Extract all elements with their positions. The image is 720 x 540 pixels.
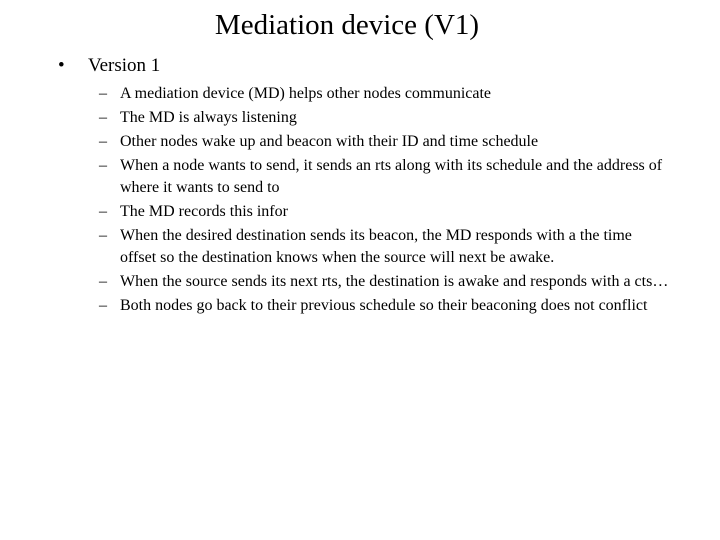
dash-marker: – — [99, 273, 107, 290]
sub-bullet-text: When a node wants to send, it sends an rts along with its schedule and the address of where it wants to send to — [120, 157, 663, 196]
bullet-version-1 — [0, 54, 720, 77]
bullet-marker: • — [58, 55, 65, 76]
sub-bullet-item — [0, 271, 720, 293]
dash-marker: – — [99, 133, 107, 150]
dash-marker: – — [99, 157, 107, 174]
sub-bullet-text: When the desired destination sends its beacon, the MD responds with a the time offset so the destination knows when the source will next be awake. — [120, 227, 632, 266]
sub-bullet-item — [0, 155, 720, 199]
dash-marker: – — [99, 297, 107, 314]
sub-bullet-item — [0, 107, 720, 129]
dash-marker: – — [99, 109, 107, 126]
sub-bullet-item — [0, 201, 720, 223]
slide-content — [0, 54, 720, 319]
slide-title: Mediation device (V1) — [214, 9, 480, 41]
bullet-text: Version 1 — [88, 55, 161, 76]
dash-marker: – — [99, 203, 107, 220]
sub-bullet-text: A mediation device (MD) helps other nodes communicate — [120, 85, 492, 102]
sub-bullet-item — [0, 295, 720, 317]
sub-bullet-text: Both nodes go back to their previous schedule so their beaconing does not conflict — [120, 297, 648, 314]
sub-bullet-item — [0, 131, 720, 153]
sub-bullet-text: When the source sends its next rts, the destination is awake and responds with a cts… — [120, 273, 669, 290]
sub-bullet-list — [0, 83, 720, 317]
sub-bullet-text: The MD is always listening — [120, 109, 297, 126]
sub-bullet-text: The MD records this infor — [120, 203, 288, 220]
sub-bullet-item — [0, 83, 720, 105]
dash-marker: – — [99, 227, 107, 244]
sub-bullet-text: Other nodes wake up and beacon with their ID and time schedule — [120, 133, 539, 150]
sub-bullet-item — [0, 225, 720, 269]
dash-marker: – — [99, 85, 107, 102]
